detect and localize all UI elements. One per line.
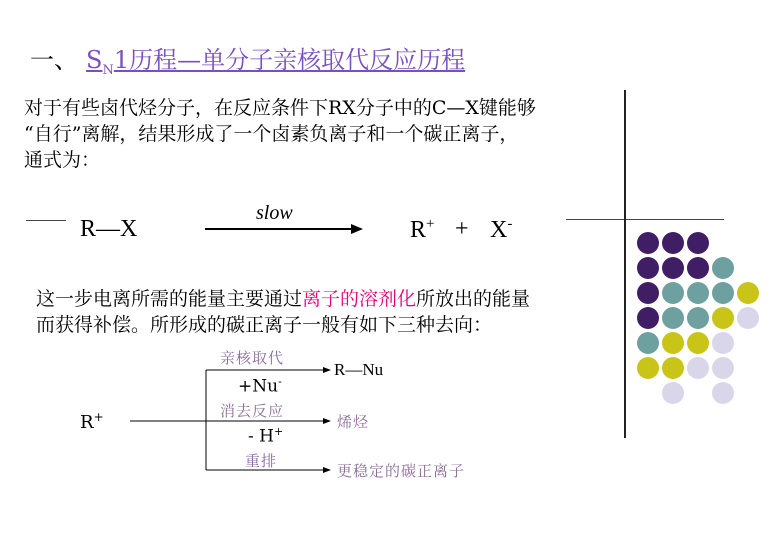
decorative-dot	[662, 282, 684, 304]
path-rearrangement-label: 重排	[245, 452, 278, 470]
intro-line-1: 对于有些卤代烃分子，在反应条件下RX分子中的C—X键能够	[24, 97, 536, 119]
left-rule	[26, 220, 66, 221]
nu-reagent: +Nu	[238, 376, 279, 397]
explanation-line-1	[36, 286, 530, 312]
decorative-dot	[637, 307, 659, 329]
decorative-dot	[687, 357, 709, 379]
explanation-paragraph	[36, 286, 530, 338]
decorative-dot	[662, 382, 684, 404]
decorative-dot	[687, 257, 709, 279]
decorative-dot	[687, 282, 709, 304]
nu-charge: -	[278, 375, 282, 388]
explanation-text-b: 所放出的能量	[416, 288, 531, 310]
slow-arrow-icon	[205, 222, 365, 236]
path-elimination-label: 消去反应	[220, 402, 285, 420]
decorative-dot	[637, 332, 659, 354]
anion-product	[490, 216, 512, 244]
product-r-nu: R—Nu	[334, 360, 384, 379]
equation-plus: +	[455, 216, 469, 242]
intro-line-3: 通式为：	[24, 149, 101, 171]
section-number: 一、	[30, 46, 78, 74]
path-substitution-reagent	[238, 375, 282, 397]
decorative-dot	[687, 232, 709, 254]
carbocation-charge: +	[93, 410, 104, 424]
title-rest: 1历程—单分子亲核取代反应历程	[113, 46, 466, 74]
decorative-dot	[737, 282, 759, 304]
explanation-line-2: 而获得补偿。所形成的碳正离子一般有如下三种去向：	[36, 314, 493, 336]
carbocation-symbol: R	[80, 412, 94, 433]
decorative-dot	[712, 307, 734, 329]
path-substitution-label: 亲核取代	[220, 349, 285, 367]
cation-product	[410, 216, 434, 244]
path-elimination-reagent	[248, 425, 283, 447]
decorative-dot	[662, 357, 684, 379]
decorative-dot	[662, 307, 684, 329]
intro-paragraph	[24, 95, 536, 173]
decorative-dot	[712, 282, 734, 304]
decorative-dot	[662, 257, 684, 279]
decorative-dot	[737, 307, 759, 329]
decorative-dot	[712, 332, 734, 354]
explanation-text-a: 这一步电离所需的能量主要通过	[36, 288, 303, 310]
title-s: S	[86, 46, 103, 74]
title-n-subscript: N	[102, 62, 114, 78]
decorative-dot	[712, 382, 734, 404]
arrow-label: slow	[256, 202, 293, 224]
intro-line-2: “自行”离解，结果形成了一个卤素负离子和一个碳正离子，	[24, 123, 519, 145]
decorative-dot	[637, 282, 659, 304]
vertical-divider	[624, 90, 626, 438]
decorative-dot	[712, 357, 734, 379]
cation-symbol: R	[410, 217, 427, 243]
h-charge: +	[273, 425, 284, 438]
h-reagent: - H	[248, 426, 274, 447]
anion-charge: -	[507, 216, 513, 232]
decorative-dot	[687, 307, 709, 329]
carbocation-start	[80, 410, 104, 433]
page-title	[86, 40, 465, 78]
decorative-dot	[662, 232, 684, 254]
reactant: R—X	[80, 216, 138, 242]
product-alkene: 烯烃	[337, 413, 370, 431]
right-rule	[566, 219, 724, 220]
highlighted-term: 离子的溶剂化	[302, 288, 417, 310]
decorative-dot	[637, 232, 659, 254]
decorative-dot	[687, 332, 709, 354]
decorative-dot	[637, 257, 659, 279]
decorative-dot	[637, 357, 659, 379]
product-rearranged-cation: 更稳定的碳正离子	[337, 462, 466, 480]
anion-symbol: X	[490, 217, 508, 243]
decorative-dot	[662, 332, 684, 354]
cation-charge: +	[426, 216, 435, 232]
decorative-dot	[712, 257, 734, 279]
